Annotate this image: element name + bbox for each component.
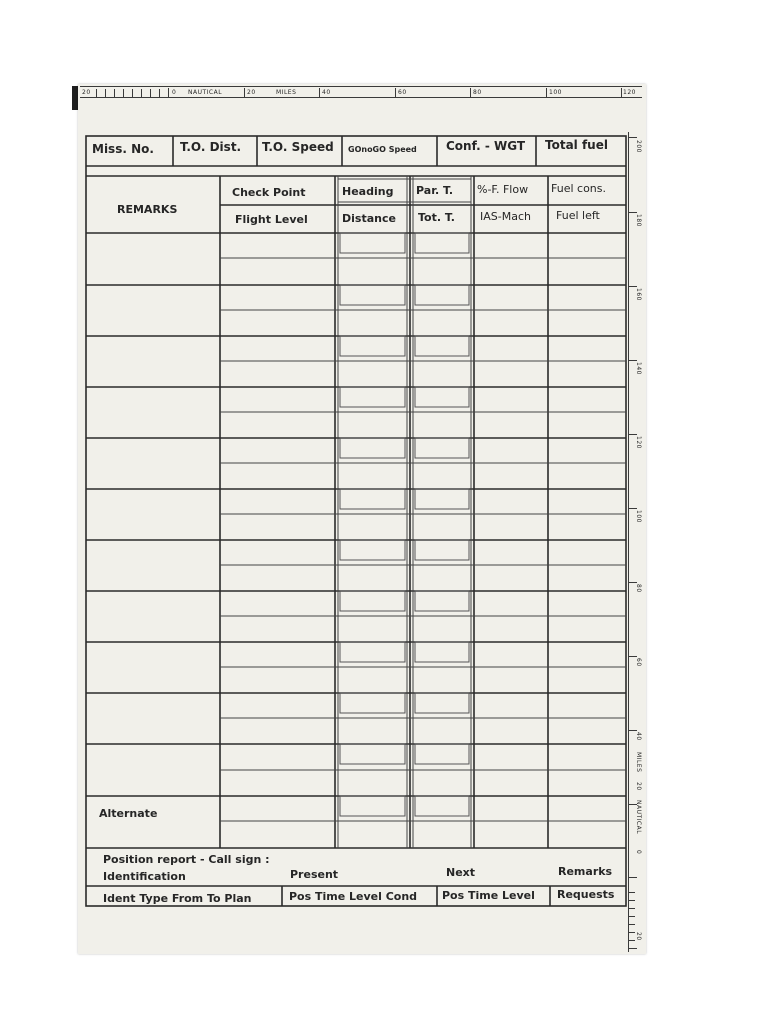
check-point-label: Check Point — [232, 186, 306, 199]
ruler-top-tick: 0 — [172, 89, 177, 96]
ruler-top-tick: 120 — [623, 89, 636, 96]
ruler-right-tick: 60 — [635, 658, 642, 667]
ruler-top-tick: 80 — [473, 89, 482, 96]
tot-t-label: Tot. T. — [418, 211, 455, 224]
ruler-right-tick: 40 — [635, 732, 642, 741]
total-fuel-label: Total fuel — [545, 138, 608, 152]
position-report-title: Position report - Call sign : — [103, 853, 270, 866]
ruler-right-tick: NAUTICAL — [635, 800, 642, 835]
gonogo-speed-label: GOnoGO Speed — [348, 145, 417, 154]
remarks-column-label: REMARKS — [117, 203, 178, 216]
ruler-top-tick: MILES — [276, 89, 297, 96]
ruler-right-tick: 180 — [635, 214, 642, 227]
pos-time-level-label: Pos Time Level — [442, 889, 535, 902]
requests-label: Requests — [557, 888, 615, 901]
f-flow-label: %-F. Flow — [477, 183, 529, 196]
to-speed-label: T.O. Speed — [262, 140, 334, 154]
par-t-label: Par. T. — [416, 184, 454, 197]
ruler-right-tick: 160 — [635, 288, 642, 301]
flight-level-label: Flight Level — [235, 213, 308, 226]
identification-label: Identification — [103, 870, 186, 883]
heading-label: Heading — [342, 185, 394, 198]
ias-mach-label: IAS-Mach — [480, 210, 531, 223]
ruler-top-tick: 40 — [322, 89, 331, 96]
present-label: Present — [290, 868, 339, 881]
alternate-label: Alternate — [99, 807, 158, 820]
ruler-right-tick: 120 — [635, 436, 642, 449]
fuel-cons-label: Fuel cons. — [551, 182, 606, 195]
ruler-top-tick: 20 — [82, 89, 91, 96]
ruler-top-tick: NAUTICAL — [188, 89, 223, 96]
ruler-right-tick: 0 — [635, 850, 642, 855]
ruler-right-tick: 100 — [635, 510, 642, 523]
ruler-right-tick: 20 — [635, 932, 642, 941]
ruler-right-tick: 140 — [635, 362, 642, 375]
ruler-right-tick: 200 — [635, 140, 642, 153]
to-dist-label: T.O. Dist. — [180, 140, 242, 154]
fuel-left-label: Fuel left — [556, 209, 600, 222]
ruler-top-tick: 100 — [549, 89, 562, 96]
ruler-right-tick: 80 — [635, 584, 642, 593]
distance-label: Distance — [342, 212, 396, 225]
conf-wgt-label: Conf. - WGT — [446, 139, 526, 153]
ruler-right-tick: 20 — [635, 782, 642, 791]
miss-no-label: Miss. No. — [92, 142, 154, 156]
ruler-top-tick: 20 — [247, 89, 256, 96]
pos-time-level-cond-label: Pos Time Level Cond — [289, 890, 418, 903]
remarks-report-label: Remarks — [558, 865, 613, 878]
next-label: Next — [446, 866, 476, 879]
ruler-right-tick: MILES — [635, 752, 642, 773]
ident-type-from-to-plan-label: Ident Type From To Plan — [103, 892, 252, 905]
ruler-top-tick: 60 — [398, 89, 407, 96]
